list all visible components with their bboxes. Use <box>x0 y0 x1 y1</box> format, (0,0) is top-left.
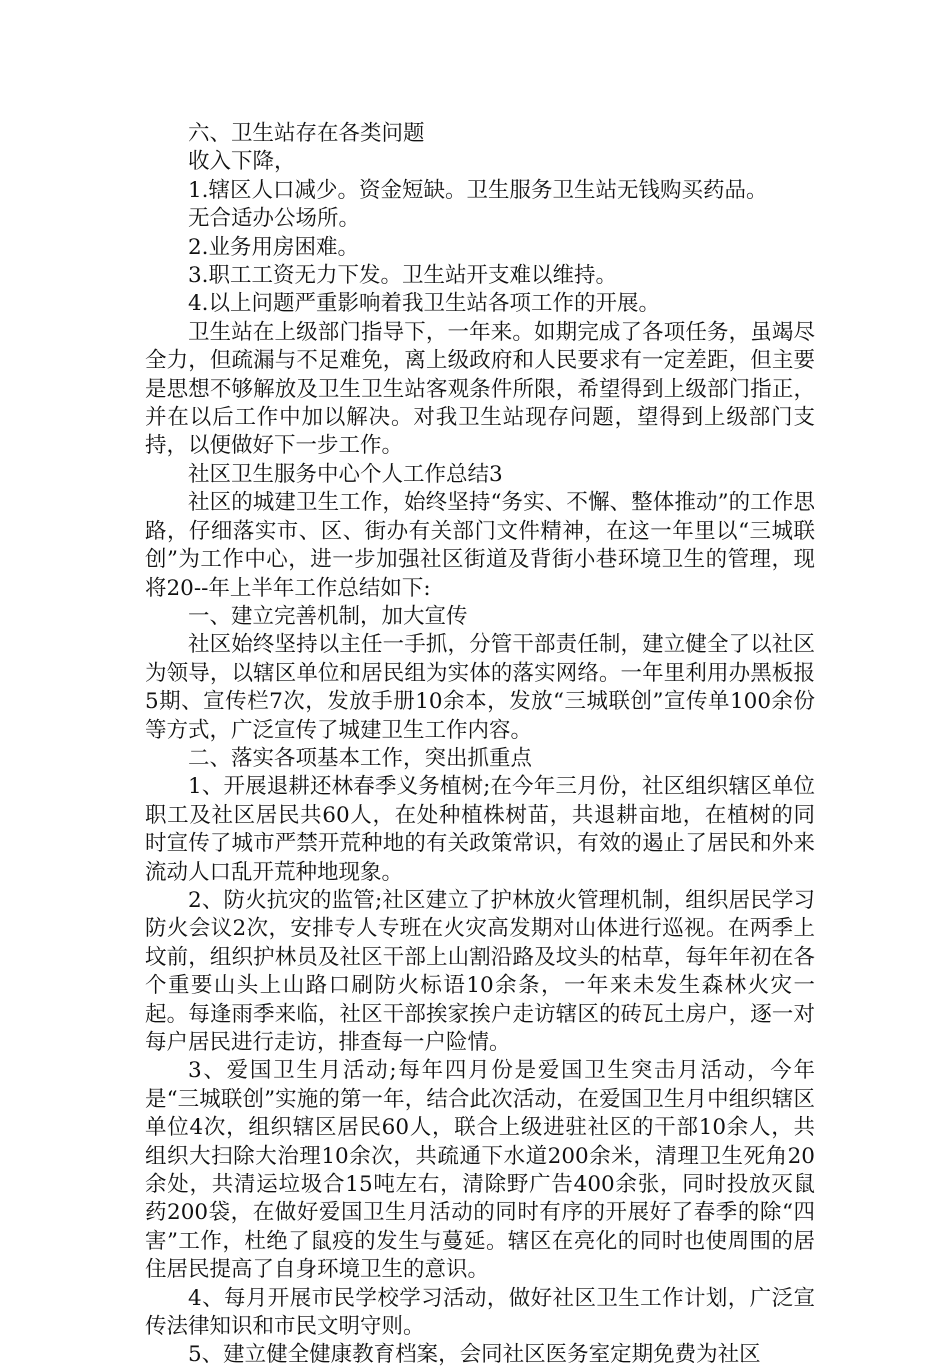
paragraph: 社区始终坚持以主任一手抓，分管干部责任制，建立健全了以社区为领导，以辖区单位和居民组为实体的落实网络。一年里利用办黑板报5期、宣传栏7次，发放手册10余本，发放“三城联创”宣传单100余份等方式，广泛宣传了城建卫生工作内容。 <box>145 632 815 743</box>
paragraph: 卫生站在上级部门指导下，一年来。如期完成了各项任务，虽竭尽全力，但疏漏与不足难免，离上级政府和人民要求有一定差距，但主要是思想不够解放及卫生卫生站客观条件所限，希望得到上级部门指正，并在以后工作中加以解决。对我卫生站现存问题，望得到上级部门支持，以便做好下一步工作。 <box>145 319 815 459</box>
paragraph: 无合适办公场所。 <box>188 206 361 232</box>
paragraph: 收入下降， <box>188 149 296 175</box>
paragraph: 社区的城建卫生工作，始终坚持“务实、不懈、整体推动”的工作思路，仔细落实市、区、街办有关部门文件精神，在这一年里以“三城联创”为工作中心，进一步加强社区街道及背街小巷环境卫生的管理，现将20--年上半年工作总结如下: <box>145 490 815 601</box>
paragraph: 5、建立健全健康教育档案，会同社区医务室定期免费为社区 <box>188 1342 761 1368</box>
list-item: 1.辖区人口减少。资金短缺。卫生服务卫生站无钱购买药品。 <box>188 177 768 203</box>
paragraph: 3、爱国卫生月活动;每年四月份是爱国卫生突击月活动，今年是“三城联创”实施的第一年，结合此次活动，在爱国卫生月中组织辖区单位4次，组织辖区居民60人，联合上级进驻社区的干部10余人，共组织大扫除大治理10余次，共疏通下水道200余米，清理卫生死角20余处，共清运垃圾合15吨左右，清除野广告400余张，同时投放灭鼠药200袋，在做好爱国卫生月活动的同时有序的开展好了春季的除“四害”工作，杜绝了鼠疫的发生与蔓延。辖区在亮化的同时也使周围的居住居民提高了自身环境卫生的意识。 <box>145 1058 815 1283</box>
list-item: 3.职工工资无力下发。卫生站开支难以维持。 <box>188 263 618 289</box>
paragraph: 2、防火抗灾的监管;社区建立了护林放火管理机制，组织居民学习防火会议2次，安排专人专班在火灾高发期对山体进行巡视。在两季上坟前，组织护林员及社区干部上山割沿路及坟头的枯草，每年年初在各个重要山头上山路口刷防火标语10余条，一年来未发生森林火灾一起。每逢雨季来临，社区干部挨家挨户走访辖区的砖瓦土房户，逐一对每户居民进行走访，排查每一户险情。 <box>145 887 815 1055</box>
document-body <box>145 120 815 1370</box>
paragraph: 1、开展退耕还林春季义务植树;在今年三月份，社区组织辖区单位职工及社区居民共60人，在处种植株树苗，共退耕亩地，在植树的同时宣传了城市严禁开荒种地的有关政策常识，有效的遏止了居民和外来流动人口乱开荒种地现象。 <box>145 774 815 885</box>
section-heading: 一、建立完善机制，加大宣传 <box>188 603 468 629</box>
document-title: 社区卫生服务中心个人工作总结3 <box>188 461 503 487</box>
paragraph: 4、每月开展市民学校学习活动，做好社区卫生工作计划，广泛宣传法律知识和市民文明守则。 <box>145 1285 815 1340</box>
section-heading: 二、落实各项基本工作，突出抓重点 <box>188 745 533 771</box>
list-item: 4.以上问题严重影响着我卫生站各项工作的开展。 <box>188 291 661 317</box>
list-item: 2.业务用房困难。 <box>188 234 360 260</box>
section-heading: 六、卫生站存在各类问题 <box>188 121 425 146</box>
